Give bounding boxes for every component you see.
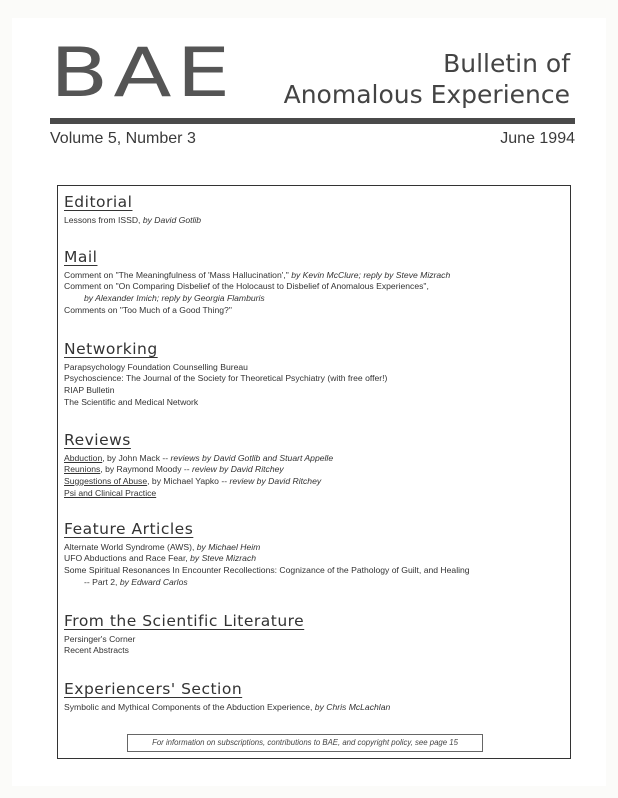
- toc-entry: Psychoscience: The Journal of the Society for Theoretical Psychiatry (with free offer!): [64, 373, 388, 384]
- toc-entry: Psi and Clinical Practice: [64, 487, 157, 498]
- subscription-note: For information on subscriptions, contributions to BAE, and copyright policy, see page 15: [127, 734, 483, 752]
- title-line-2: Anomalous Experience: [283, 80, 570, 110]
- toc-entry: Suggestions of Abuse, by Michael Yapko -- review by David Ritchey: [64, 476, 322, 486]
- section-heading: Editorial: [64, 193, 133, 211]
- section-heading: Reviews: [64, 431, 131, 449]
- bae-logo: BAE: [50, 34, 236, 113]
- toc-entry: Abduction, by John Mack -- reviews by David Gotlib and Stuart Appelle: [64, 452, 334, 463]
- section-heading: Experiencers' Section: [64, 680, 243, 698]
- toc-entry: Comments on "Too Much of a Good Thing?": [64, 304, 232, 315]
- toc-entry: The Scientific and Medical Network: [64, 396, 199, 407]
- title-line-1: Bulletin of: [443, 49, 570, 78]
- toc-entry: Parapsychology Foundation Counselling Bureau: [64, 361, 248, 372]
- section-heading: Mail: [64, 248, 98, 266]
- section-mail: [64, 248, 450, 316]
- bulletin-title: [284, 48, 570, 111]
- toc-entry: Comment on "The Meaningfulness of 'Mass Hallucination'," by Kevin McClure; reply by Steve Mizrach: [64, 269, 451, 280]
- toc-entry: Lessons from ISSD, by David Gotlib: [64, 214, 202, 225]
- section-feature-articles: [64, 520, 470, 588]
- volume-number: Volume 5, Number 3: [50, 130, 196, 147]
- section-heading: Feature Articles: [64, 520, 194, 538]
- toc-entry: Comment on "On Comparing Disbelief of the Holocaust to Disbelief of Anomalous Experiences",: [64, 281, 429, 292]
- masthead-rule: [50, 118, 575, 124]
- section-heading: Networking: [64, 340, 158, 358]
- section-editorial: [64, 193, 201, 226]
- section-reviews: [64, 431, 333, 499]
- toc-entry: Some Spiritual Resonances In Encounter Recollections: Cognizance of the Pathology of Guilt, and Healing: [64, 565, 470, 575]
- toc-entry: Alternate World Syndrome (AWS), by Michael Heim: [64, 541, 261, 552]
- toc-entry: Symbolic and Mythical Components of the Abduction Experience, by Chris McLachlan: [64, 701, 391, 712]
- toc-entry: by Alexander Imich; reply by Georgia Flamburis: [84, 293, 265, 303]
- toc-entry: Persinger's Corner: [64, 633, 136, 644]
- toc-entry: UFO Abductions and Race Fear, by Steve Mizrach: [64, 553, 257, 564]
- section-networking: [64, 340, 387, 408]
- toc-entry: RIAP Bulletin: [64, 385, 115, 395]
- issue-date: June 1994: [500, 130, 575, 147]
- toc-entry: -- Part 2, by Edward Carlos: [84, 576, 188, 587]
- section-experiencers: [64, 680, 390, 713]
- toc-entry: Reunions, by Raymond Moody -- review by David Ritchey: [64, 464, 284, 475]
- section-scientific-literature: [64, 612, 304, 657]
- section-heading: From the Scientific Literature: [64, 612, 305, 630]
- toc-entry: Recent Abstracts: [64, 645, 129, 656]
